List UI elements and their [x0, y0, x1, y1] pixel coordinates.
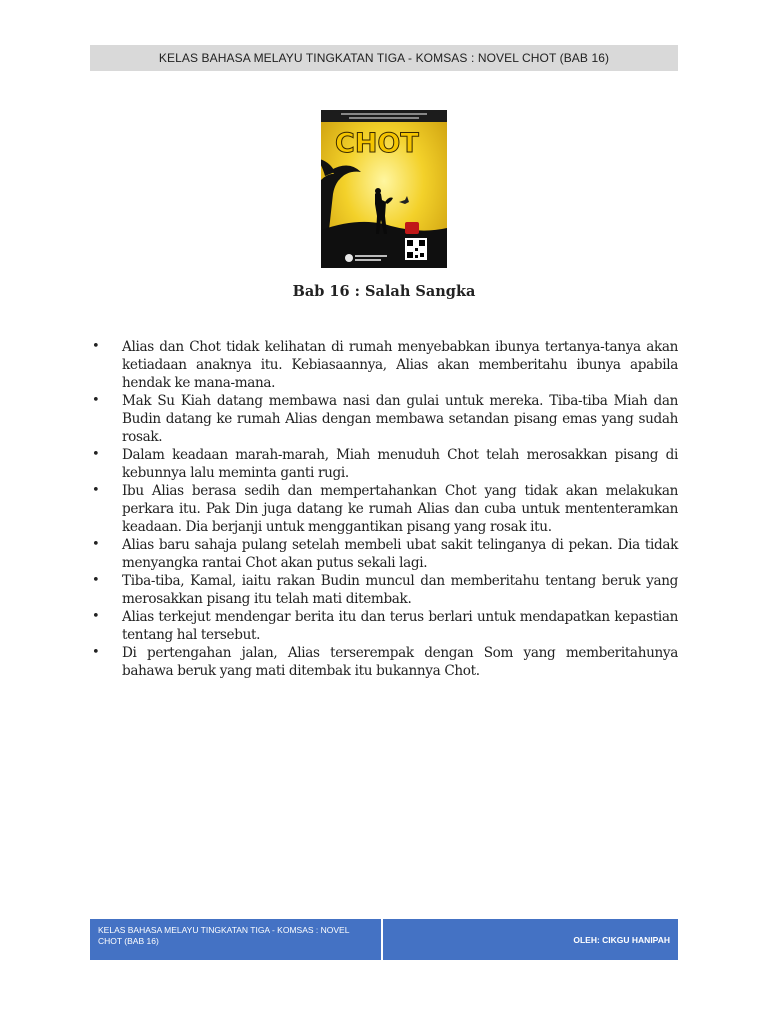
bullet-icon: • [92, 645, 100, 660]
summary-list [90, 338, 678, 680]
list-item [90, 446, 678, 482]
bullet-icon: • [92, 393, 100, 408]
bullet-icon: • [92, 573, 100, 588]
bullet-icon: • [92, 483, 100, 498]
page-footer [90, 919, 678, 960]
list-item-text: Tiba-tiba, Kamal, iaitu rakan Budin muncul dan memberitahu tentang beruk yang merosakkan pisang itu telah mati ditembak. [122, 573, 678, 607]
list-item-text: Alias terkejut mendengar berita itu dan terus berlari untuk mendapatkan kepastian tentang hal tersebut. [122, 609, 678, 643]
list-item [90, 482, 678, 536]
footer-author [383, 919, 678, 960]
list-item [90, 644, 678, 680]
bullet-icon: • [92, 537, 100, 552]
bullet-icon: • [92, 339, 100, 354]
list-item-text: Alias baru sahaja pulang setelah membeli ubat sakit telinganya di pekan. Dia tidak menyangka rantai Chot akan putus sekali lagi. [122, 537, 678, 571]
book-cover-image [321, 110, 447, 268]
list-item-text: Alias dan Chot tidak kelihatan di rumah menyebabkan ibunya tertanya-tanya akan ketiadaan anaknya itu. Kebiasaannya, Alias akan memberitahu ibunya apabila hendak ke mana-mana. [122, 339, 678, 391]
list-item-text: Di pertengahan jalan, Alias terserempak dengan Som yang memberitahunya bahawa beruk yang mati ditembak itu bukannya Chot. [122, 645, 678, 679]
list-item-text: Dalam keadaan marah-marah, Miah menuduh Chot telah merosakkan pisang di kebunnya lalu meminta ganti rugi. [122, 447, 678, 481]
bullet-icon: • [92, 609, 100, 624]
list-item-text: Mak Su Kiah datang membawa nasi dan gulai untuk mereka. Tiba-tiba Miah dan Budin datang ke rumah Alias dengan membawa setandan pisang emas yang sudah rosak. [122, 393, 678, 445]
page-header [90, 45, 678, 71]
chapter-title: Bab 16 : Salah Sangka [292, 283, 476, 300]
bullet-icon: • [92, 447, 100, 462]
list-item [90, 536, 678, 572]
list-item [90, 608, 678, 644]
list-item [90, 338, 678, 392]
cover-title: CHOT [335, 128, 419, 159]
list-item-text: Ibu Alias berasa sedih dan mempertahankan Chot yang tidak akan melakukan perkara itu. Pak Din juga datang ke rumah Alias dan cuba untuk mententeramkan keadaan. Dia berjanji untuk menggantikan pisang yang rosak itu. [122, 483, 678, 535]
list-item [90, 392, 678, 446]
footer-course-title: KELAS BAHASA MELAYU TINGKATAN TIGA - KOMSAS : NOVEL CHOT (BAB 16) [90, 919, 383, 960]
footer-author-text: OLEH: CIKGU HANIPAH [573, 934, 670, 945]
list-item [90, 572, 678, 608]
header-title: KELAS BAHASA MELAYU TINGKATAN TIGA - KOMSAS : NOVEL CHOT (BAB 16) [158, 51, 610, 65]
